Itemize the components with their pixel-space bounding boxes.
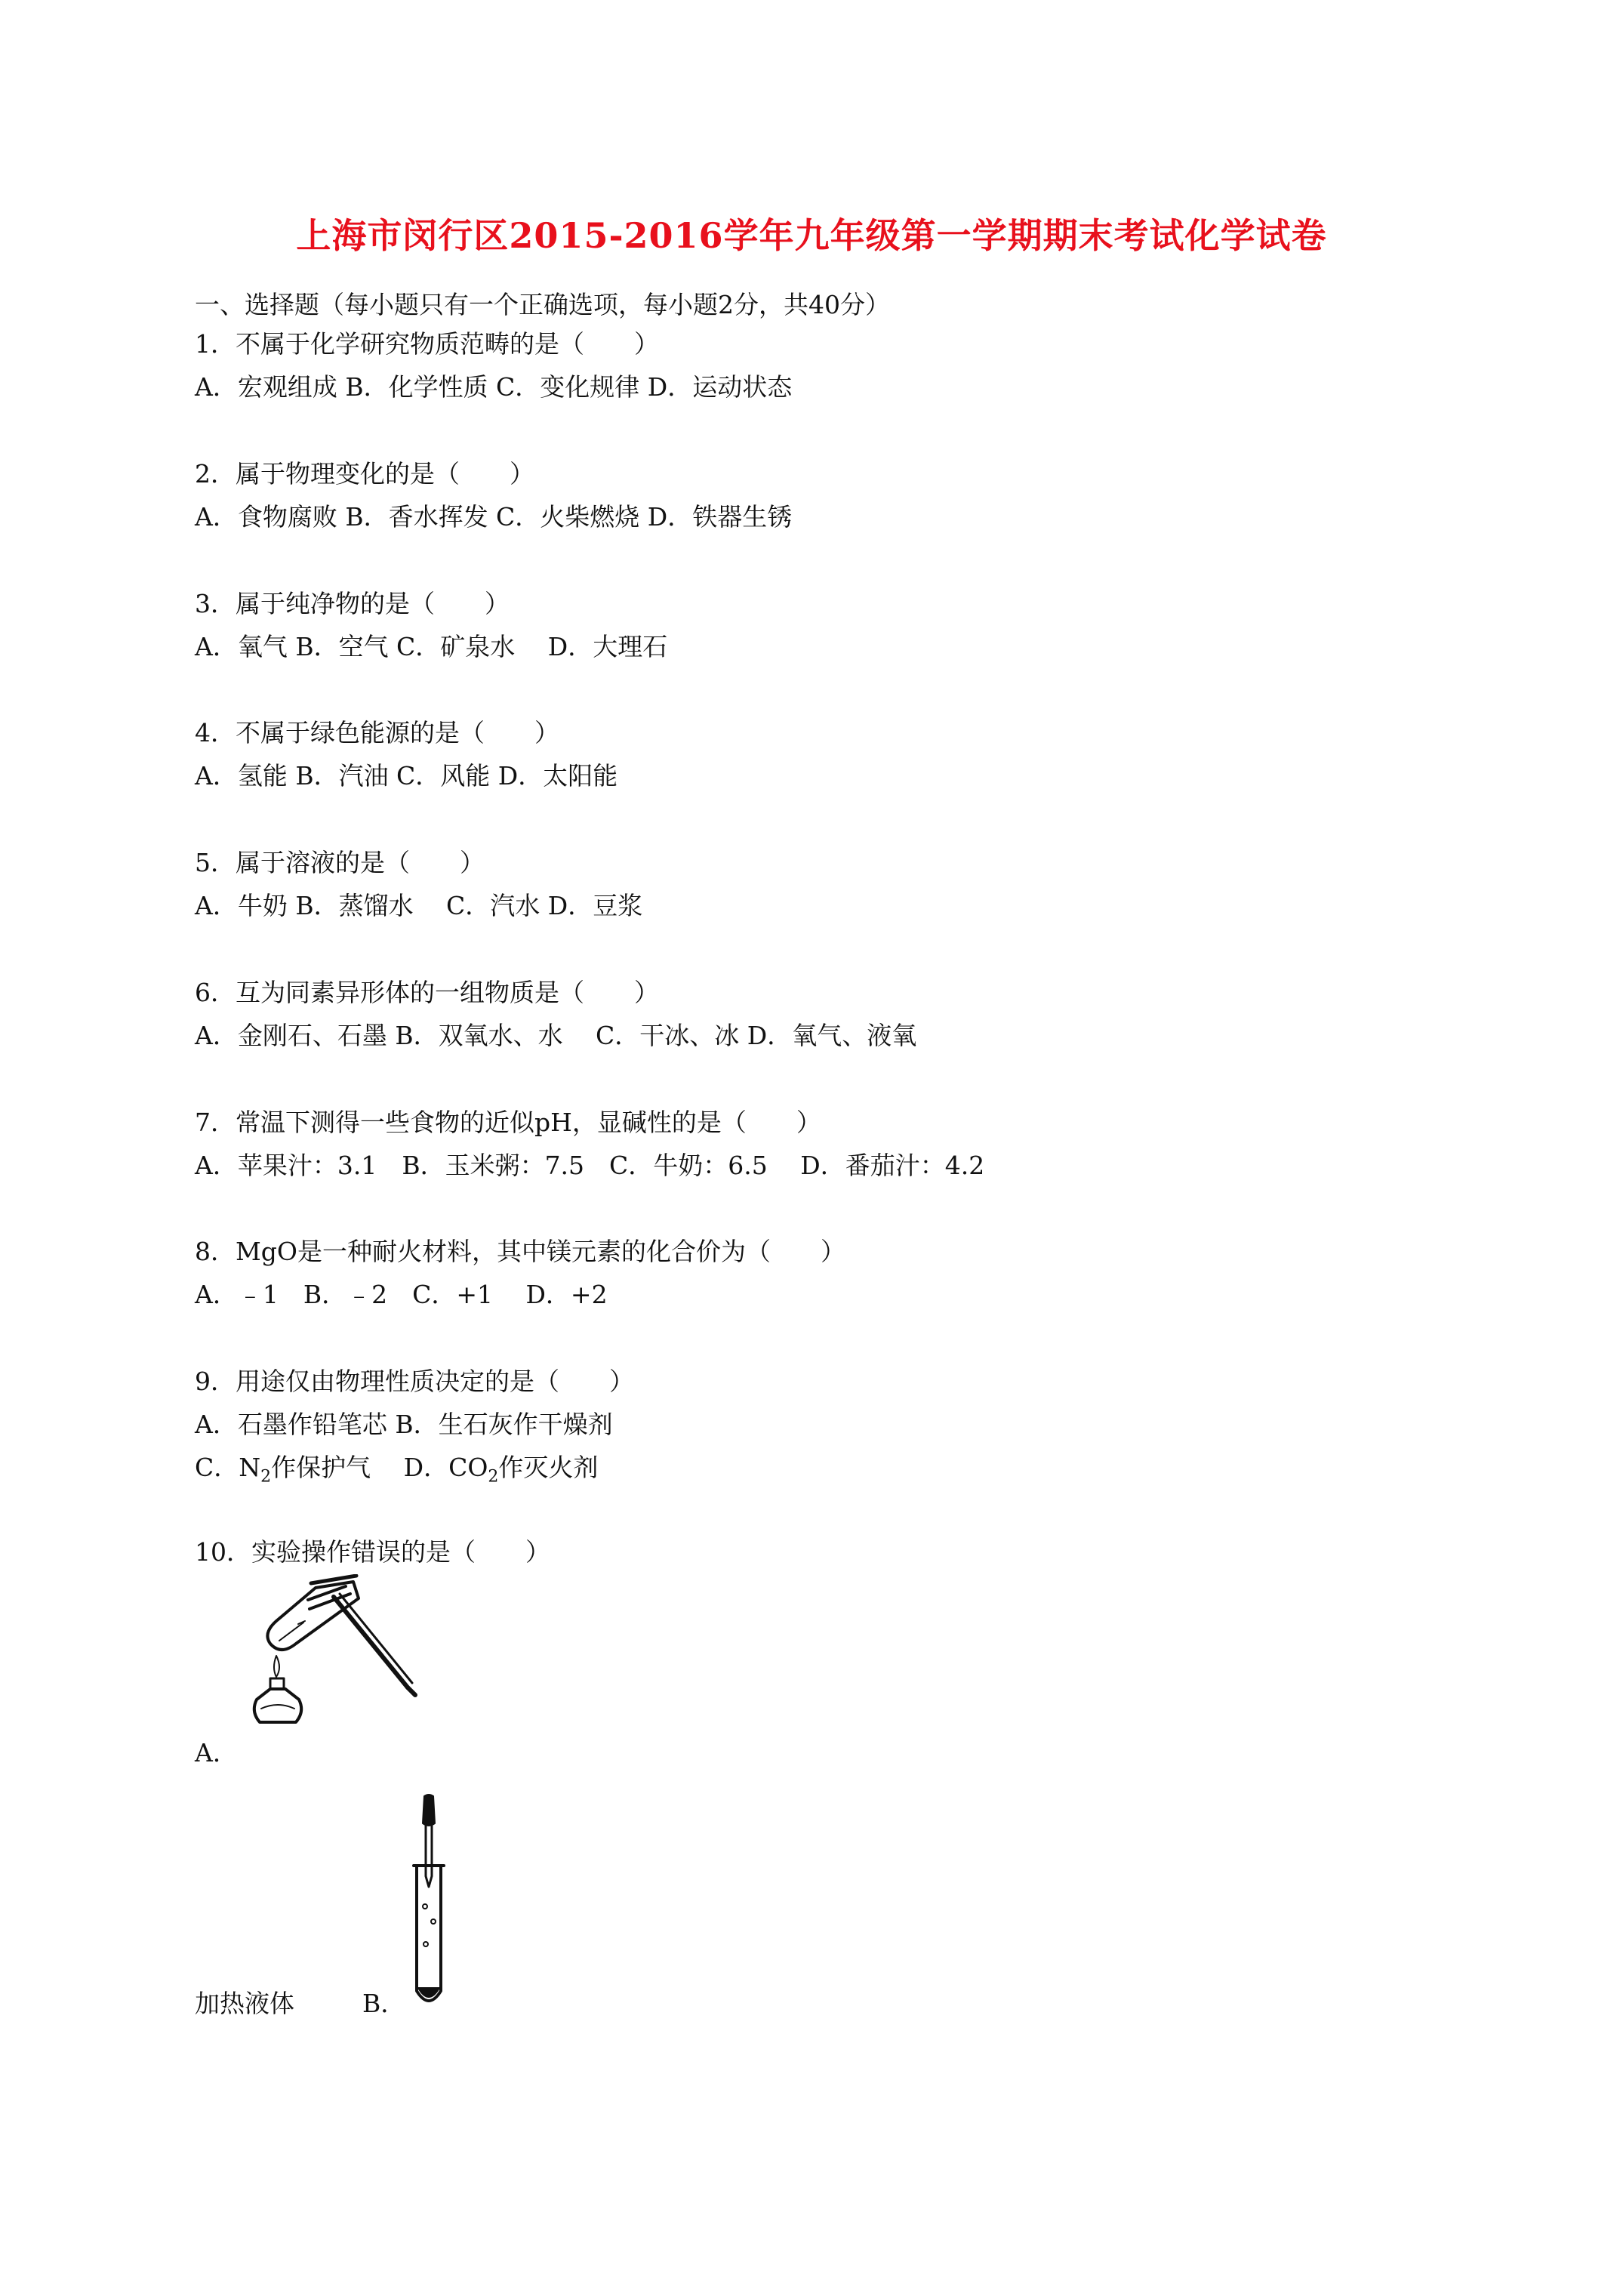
dropper-test-tube-icon	[406, 1793, 451, 2012]
question-2-stem: 2．属于物理变化的是（ ）	[195, 459, 534, 488]
question-4-options: A．氢能 B．汽油 C．风能 D．太阳能	[195, 761, 618, 791]
question-5-options: A．牛奶 B．蒸馏水 C．汽水 D．豆浆	[195, 891, 643, 920]
heating-test-tube-icon	[226, 1574, 423, 1767]
option-d-subscript: 2	[488, 1467, 499, 1487]
option-c-subscript: 2	[260, 1467, 272, 1487]
option-d-suffix: 作灭火剂	[498, 1453, 599, 1482]
question-6-stem: 6．互为同素异形体的一组物质是（ ）	[195, 978, 659, 1007]
question-9-stem: 9．用途仅由物理性质决定的是（ ）	[195, 1367, 634, 1396]
question-5-stem: 5．属于溶液的是（ ）	[195, 848, 485, 877]
question-3-stem: 3．属于纯净物的是（ ）	[195, 589, 510, 618]
question-1-stem: 1．不属于化学研究物质范畴的是（ ）	[195, 329, 659, 359]
question-8-stem: 8．MgO是一种耐火材料，其中镁元素的化合价为（ ）	[195, 1237, 845, 1266]
question-1-options: A．宏观组成 B．化学性质 C．变化规律 D．运动状态	[195, 372, 793, 402]
page-title: 上海市闵行区2015-2016学年九年级第一学期期末考试化学试卷	[296, 215, 1327, 256]
option-d-text: 作保护气 D．CO	[271, 1453, 488, 1482]
question-4-stem: 4．不属于绿色能源的是（ ）	[195, 718, 559, 747]
question-8-options: A．﹣1 B．﹣2 C．+1 D．+2	[195, 1280, 608, 1309]
question-7-options: A．苹果汁：3.1 B．玉米粥：7.5 C．牛奶：6.5 D．番茄汁：4.2	[195, 1151, 985, 1180]
section-heading: 一、选择题（每小题只有一个正确选项，每小题2分，共40分）	[195, 290, 890, 319]
option-a-label: A．	[195, 1738, 238, 1767]
question-10-stem: 10．实验操作错误的是（ ）	[195, 1537, 550, 1567]
question-9-options-cd	[195, 1448, 598, 1487]
question-2-options: A．食物腐败 B．香水挥发 C．火柴燃烧 D．铁器生锈	[195, 502, 793, 532]
question-9-options-ab: A．石墨作铅笔芯 B．生石灰作干燥剂	[195, 1410, 613, 1439]
question-6-options: A．金刚石、石墨 B．双氧水、水 C．干冰、冰 D．氧气、液氧	[195, 1021, 917, 1050]
option-c-text: C．N	[195, 1453, 261, 1482]
question-3-options: A．氧气 B．空气 C．矿泉水 D．大理石	[195, 632, 668, 661]
question-7-stem: 7．常温下测得一些食物的近似pH，显碱性的是（ ）	[195, 1108, 821, 1137]
option-b-label: B．	[362, 1989, 406, 2018]
option-a-caption: 加热液体	[195, 1989, 294, 2018]
